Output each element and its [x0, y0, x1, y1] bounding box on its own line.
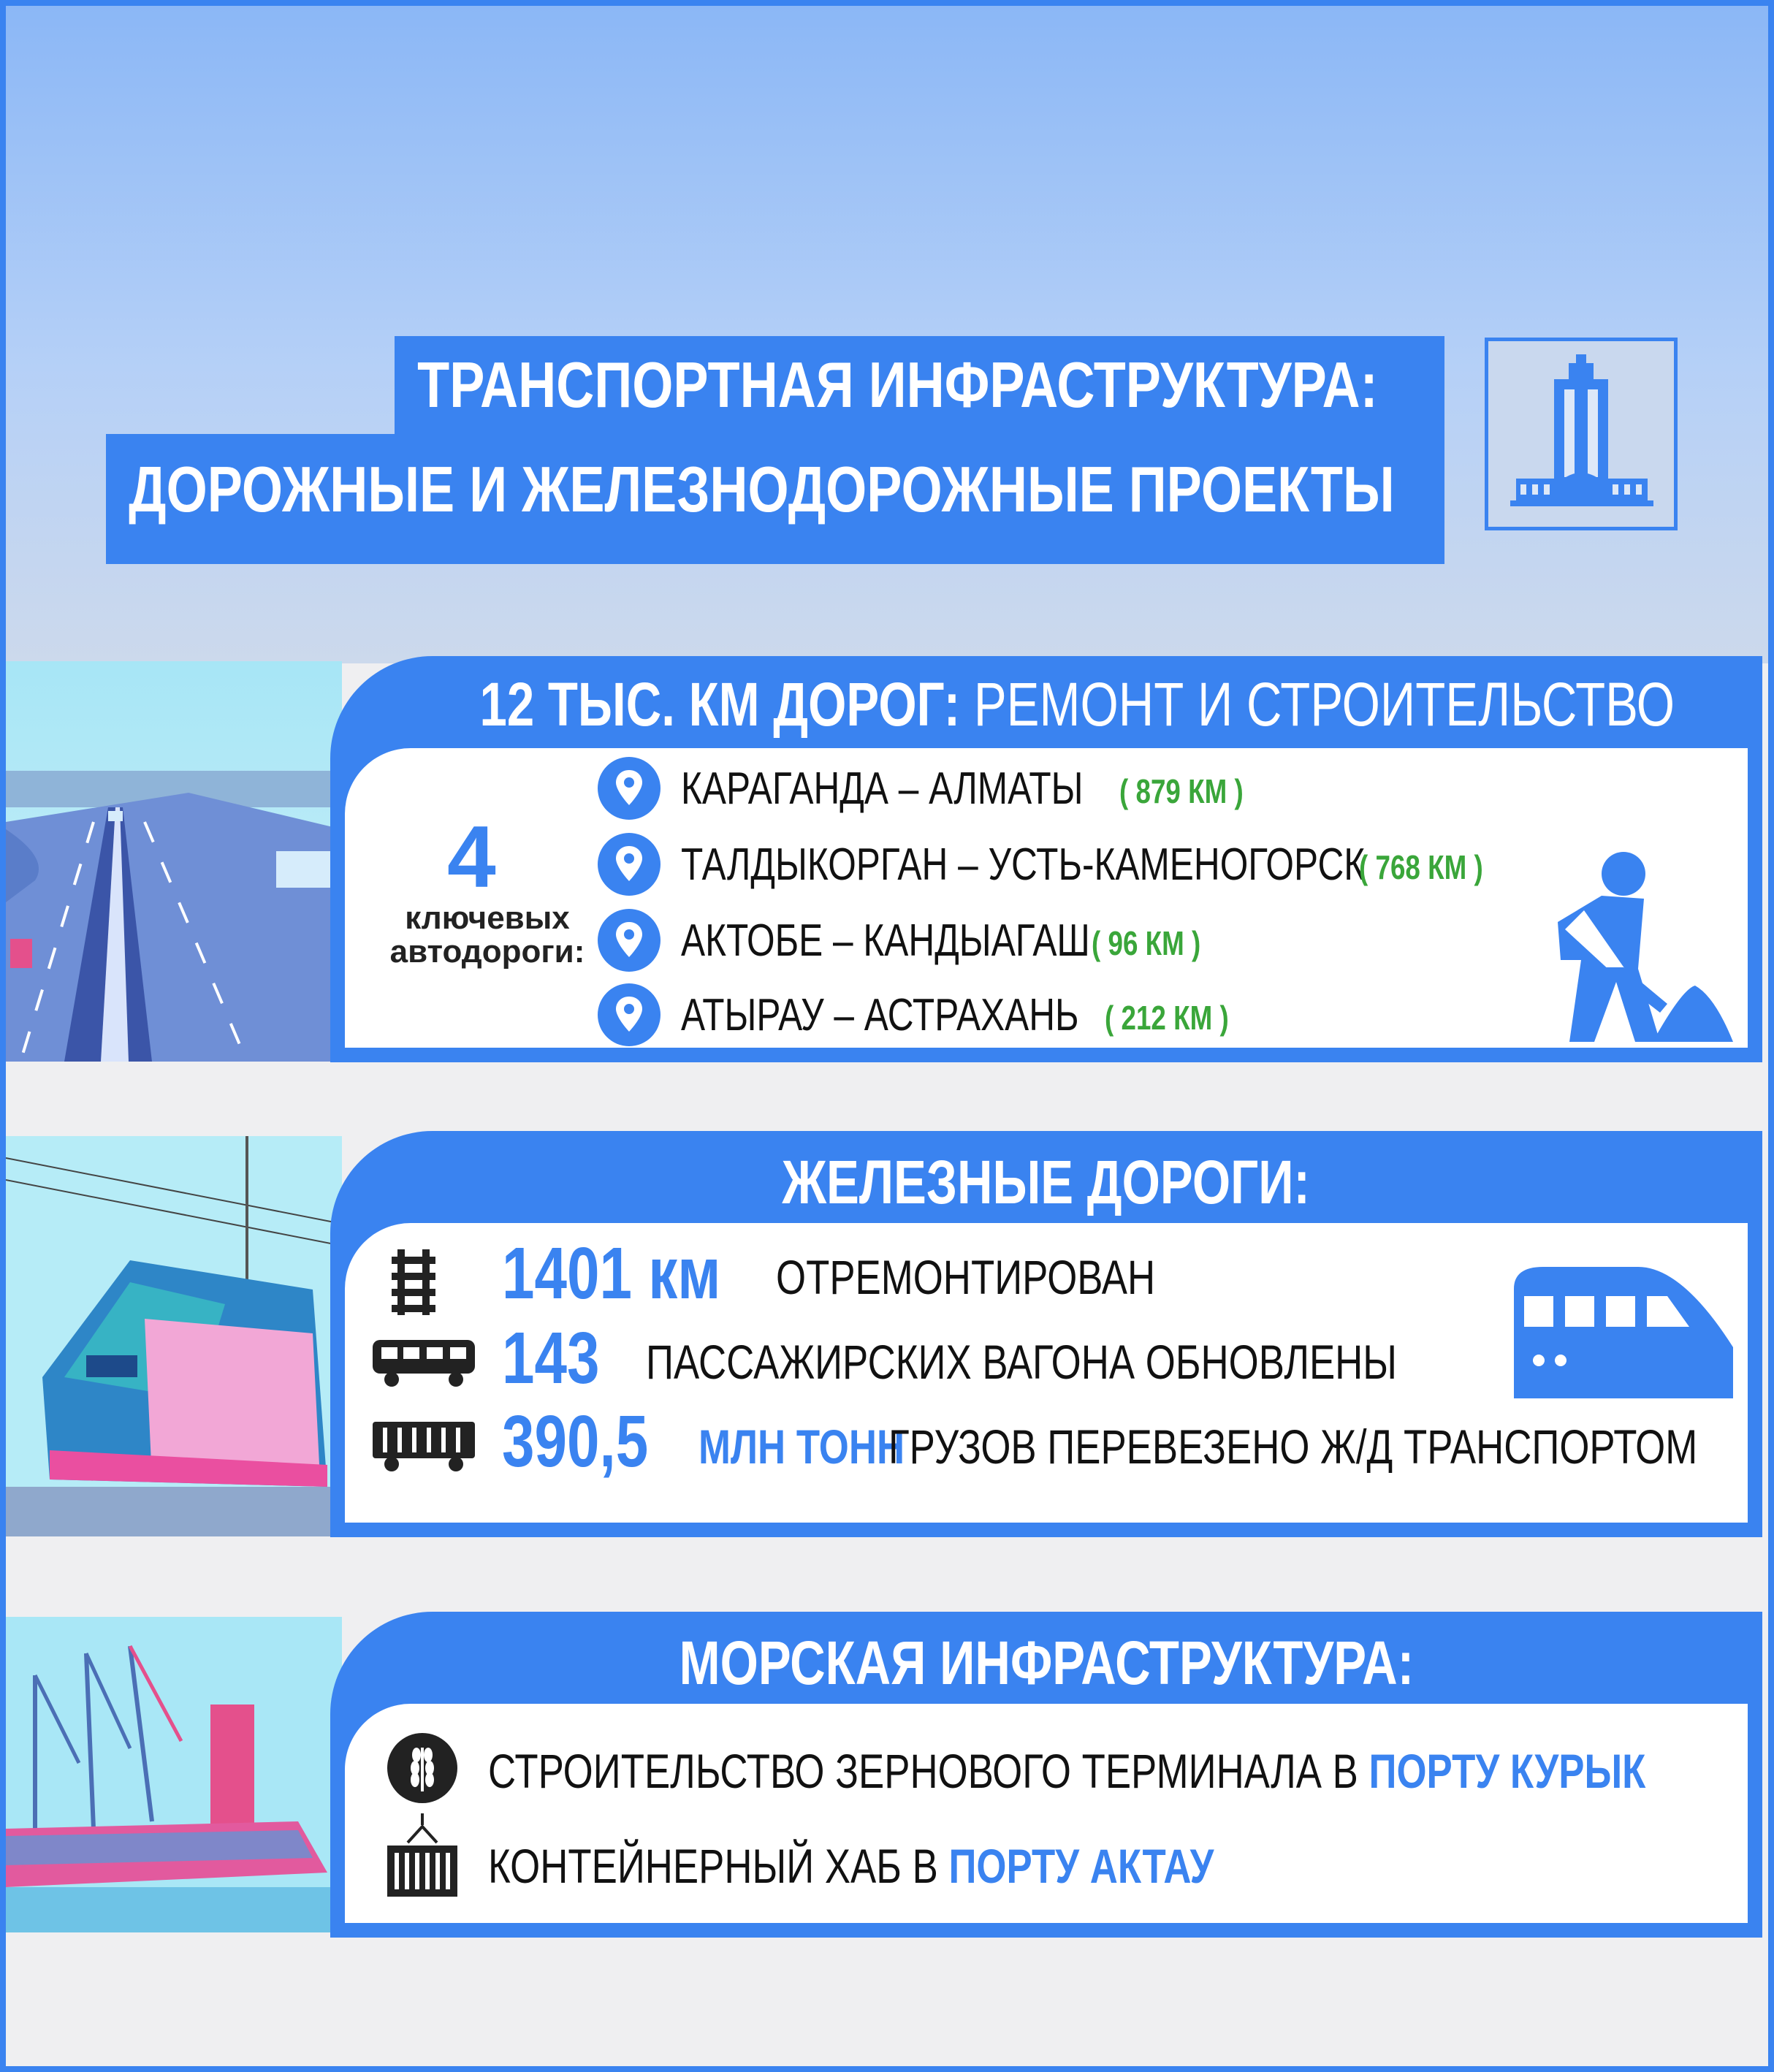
rail-card-title: ЖЕЛЕЗНЫЕ ДОРОГИ: [782, 1148, 1311, 1216]
route-name: АТЫРАУ – АСТРАХАНЬ [681, 990, 1079, 1040]
highway-photo [6, 661, 342, 1062]
freight-car-icon [373, 1422, 475, 1473]
location-pin-icon [598, 909, 661, 972]
route-km: ( 212 КМ ) [1105, 999, 1229, 1037]
header-background [6, 6, 1768, 663]
grain-icon [387, 1733, 457, 1803]
location-pin-icon [598, 833, 661, 896]
roads-card [330, 656, 1762, 1062]
location-pin-icon [598, 757, 661, 820]
sea-card [330, 1612, 1762, 1938]
rail-stat-text: ГРУЗОВ ПЕРЕВЕЗЕНО Ж/Д ТРАНСПОРТОМ [888, 1420, 1698, 1474]
port-photo [6, 1617, 342, 1932]
rail-stat-value: 143 [502, 1317, 600, 1399]
sea-item-text: СТРОИТЕЛЬСТВО ЗЕРНОВОГО ТЕРМИНАЛА В ПОРТУ КУРЫК [488, 1744, 1646, 1798]
route-km: ( 768 КМ ) [1359, 848, 1483, 886]
sea-card-title: МОРСКАЯ ИНФРАСТРУКТУРА: [679, 1629, 1414, 1697]
rail-stat-unit: МЛН ТОНН [698, 1420, 905, 1474]
roads-count-label: ключевых автодороги: [389, 900, 585, 970]
passenger-car-icon [373, 1340, 475, 1388]
rail-card-body [345, 1223, 1748, 1523]
rail-stat-text: ПАССАЖИРСКИХ ВАГОНА ОБНОВЛЕНЫ [646, 1335, 1398, 1389]
government-building-icon [1485, 338, 1678, 530]
rail-stat-text: ОТРЕМОНТИРОВАН [776, 1250, 1156, 1304]
rail-stat-value: 1401 км [502, 1233, 721, 1314]
sea-item-text: КОНТЕЙНЕРНЫЙ ХАБ В ПОРТУ АКТАУ [488, 1839, 1214, 1893]
route-name: ТАЛДЫКОРГАН – УСТЬ-КАМЕНОГОРСК [681, 839, 1366, 890]
page-title-line-1: ТРАНСПОРТНАЯ ИНФРАСТРУКТУРА: [395, 336, 1444, 434]
route-name: АКТОБЕ – КАНДЫАГАШ [681, 915, 1090, 966]
train-icon [1514, 1267, 1733, 1398]
location-pin-icon [598, 983, 661, 1046]
rail-stat-value: 390,5 [502, 1401, 649, 1482]
sea-card-body [345, 1704, 1748, 1923]
roads-count: 4 [447, 808, 496, 906]
roads-card-body [345, 748, 1748, 1048]
rail-card [330, 1131, 1762, 1537]
rail-track-icon [392, 1249, 435, 1315]
route-km: ( 879 КМ ) [1119, 772, 1244, 810]
container-crane-icon [386, 1813, 459, 1901]
page-title-line-2: ДОРОЖНЫЕ И ЖЕЛЕЗНОДОРОЖНЫЕ ПРОЕКТЫ [106, 434, 1444, 564]
train-photo [6, 1136, 342, 1536]
roads-card-title: 12 ТЫС. КМ ДОРОГ: РЕМОНТ И СТРОИТЕЛЬСТВО [479, 670, 1675, 739]
road-worker-icon [1514, 850, 1733, 1048]
route-km: ( 96 КМ ) [1092, 924, 1201, 962]
route-name: КАРАГАНДА – АЛМАТЫ [681, 763, 1084, 814]
